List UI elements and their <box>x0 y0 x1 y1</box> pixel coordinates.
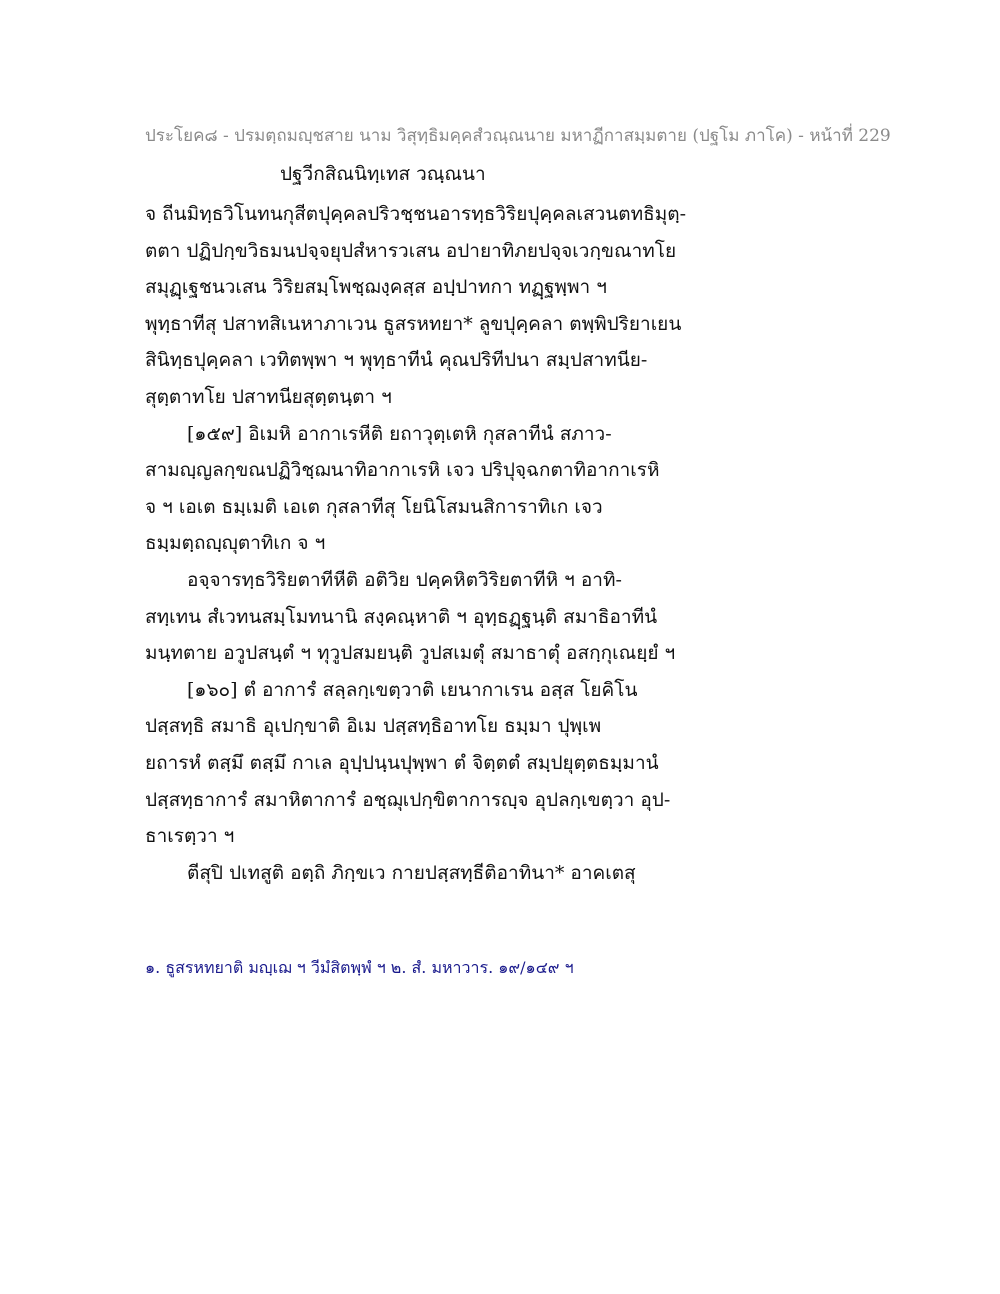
body-line: สินิทฺธปุคฺคลา เวทิตพฺพา ฯ พุทฺธาทีนํ คุณปริทีปนา สมฺปสาทนีย- <box>145 349 648 372</box>
body-line: สุตฺตาทโย ปสาทนียสุตฺตนฺตา ฯ <box>145 385 392 408</box>
body-line: จ ฯ เอเต ธมฺเมติ เอเต กุสลาทีสุ โยนิโสมนสิการาทิเก เจว <box>145 495 603 518</box>
body-line: ตตา ปฏิปกฺขวิธมนปจฺจยุปสํหารวเสน อปายาทิภยปจฺจเวกฺขณาทโย <box>145 239 677 262</box>
body-line: ธาเรตฺวา ฯ <box>145 825 235 848</box>
body-text <box>145 196 705 891</box>
body-line: พุทฺธาทีสุ ปสาทสิเนหาภาเวน ธูสรหทยา* ลูขปุคฺคลา ตพฺพิปริยาเยน <box>145 312 682 335</box>
body-line: จ ถีนมิทฺธวิโนทนกุสีตปุคฺคลปริวชฺชนอารทฺธวิริยปุคฺคลเสวนตทธิมุตฺ- <box>145 203 686 225</box>
paragraph-start-line: [๑๖๐] ตํ อาการํ สลฺลกฺเขตฺวาติ เยนากาเรน อสฺส โยคิโน <box>187 678 638 701</box>
body-line: สทฺเทน สํเวทนสมฺโมทนานิ สงฺคณฺหาติ ฯ อุทฺธฏฺฐนฺติ สมาธิอาทีนํ <box>145 605 658 628</box>
body-line: สมุฏฺเฐชนวเสน วิริยสมฺโพชฺฌงฺคสฺส อปฺปาทกา ทฏฺฐพฺพา ฯ <box>145 276 607 299</box>
paragraph-start-line: อจฺจารทฺธวิริยตาทีหีติ อติวิย ปคฺคหิตวิริยตาทีหิ ฯ อาทิ- <box>187 568 622 591</box>
body-line: มนฺทตาย อวูปสนฺตํ ฯ ทุวูปสมยนฺติ วูปสเมตุํ สมาธาตุํ อสกฺกุเณยฺยํ ฯ <box>145 642 676 665</box>
body-line: ปสฺสทฺธาการํ สมาหิตาการํ อชฺฌุเปกฺขิตาการญฺจ อุปลกฺเขตฺวา อุป- <box>145 788 671 811</box>
body-line: สามญฺญลกฺขณปฏิวิชฺฌนาทิอากาเรหิ เจว ปริปุจฺฉกตาทิอากาเรหิ <box>145 459 660 482</box>
body-line: ธมฺมตฺถญฺญุตาทิเก จ ฯ <box>145 532 326 555</box>
running-header: ประโยค๘ - ปรมตฺถมญฺชสาย นาม วิสุทฺธิมคฺคสํวณฺณนาย มหาฏีกาสมฺมตาย (ปฐโม ภาโค) - หน้าที่ 229 <box>145 126 891 146</box>
paragraph-start-line: [๑๕๙] อิเมหิ อากาเรหีติ ยถาวุตฺเตหิ กุสลาทีนํ สภาว- <box>187 422 612 445</box>
section-title: ปฐวีกสิณนิทฺเทส วณฺณนา <box>280 163 486 185</box>
footnote: ๑. ธูสรหทยาติ มญฺเฌ ฯ วีมํสิตพฺพํ ฯ ๒. สํ. มหาวาร. ๑๙/๑๔๙ ฯ <box>145 958 574 977</box>
body-line: ปสฺสทฺธิ สมาธิ อุเปกฺขาติ อิเม ปสฺสทฺธิอาทโย ธมฺมา ปุพฺเพ <box>145 715 602 738</box>
paragraph-start-line: ตีสุปิ ปเทสูติ อตฺถิ ภิกฺขเว กายปสฺสทฺธีติอาทินา* อาคเตสุ <box>187 861 636 884</box>
body-line: ยถารหํ ตสฺมึ ตสฺมึ กาเล อุปฺปนฺนปุพฺพา ตํ จิตฺตตํ สมฺปยุตฺตธมฺมานํ <box>145 751 659 774</box>
